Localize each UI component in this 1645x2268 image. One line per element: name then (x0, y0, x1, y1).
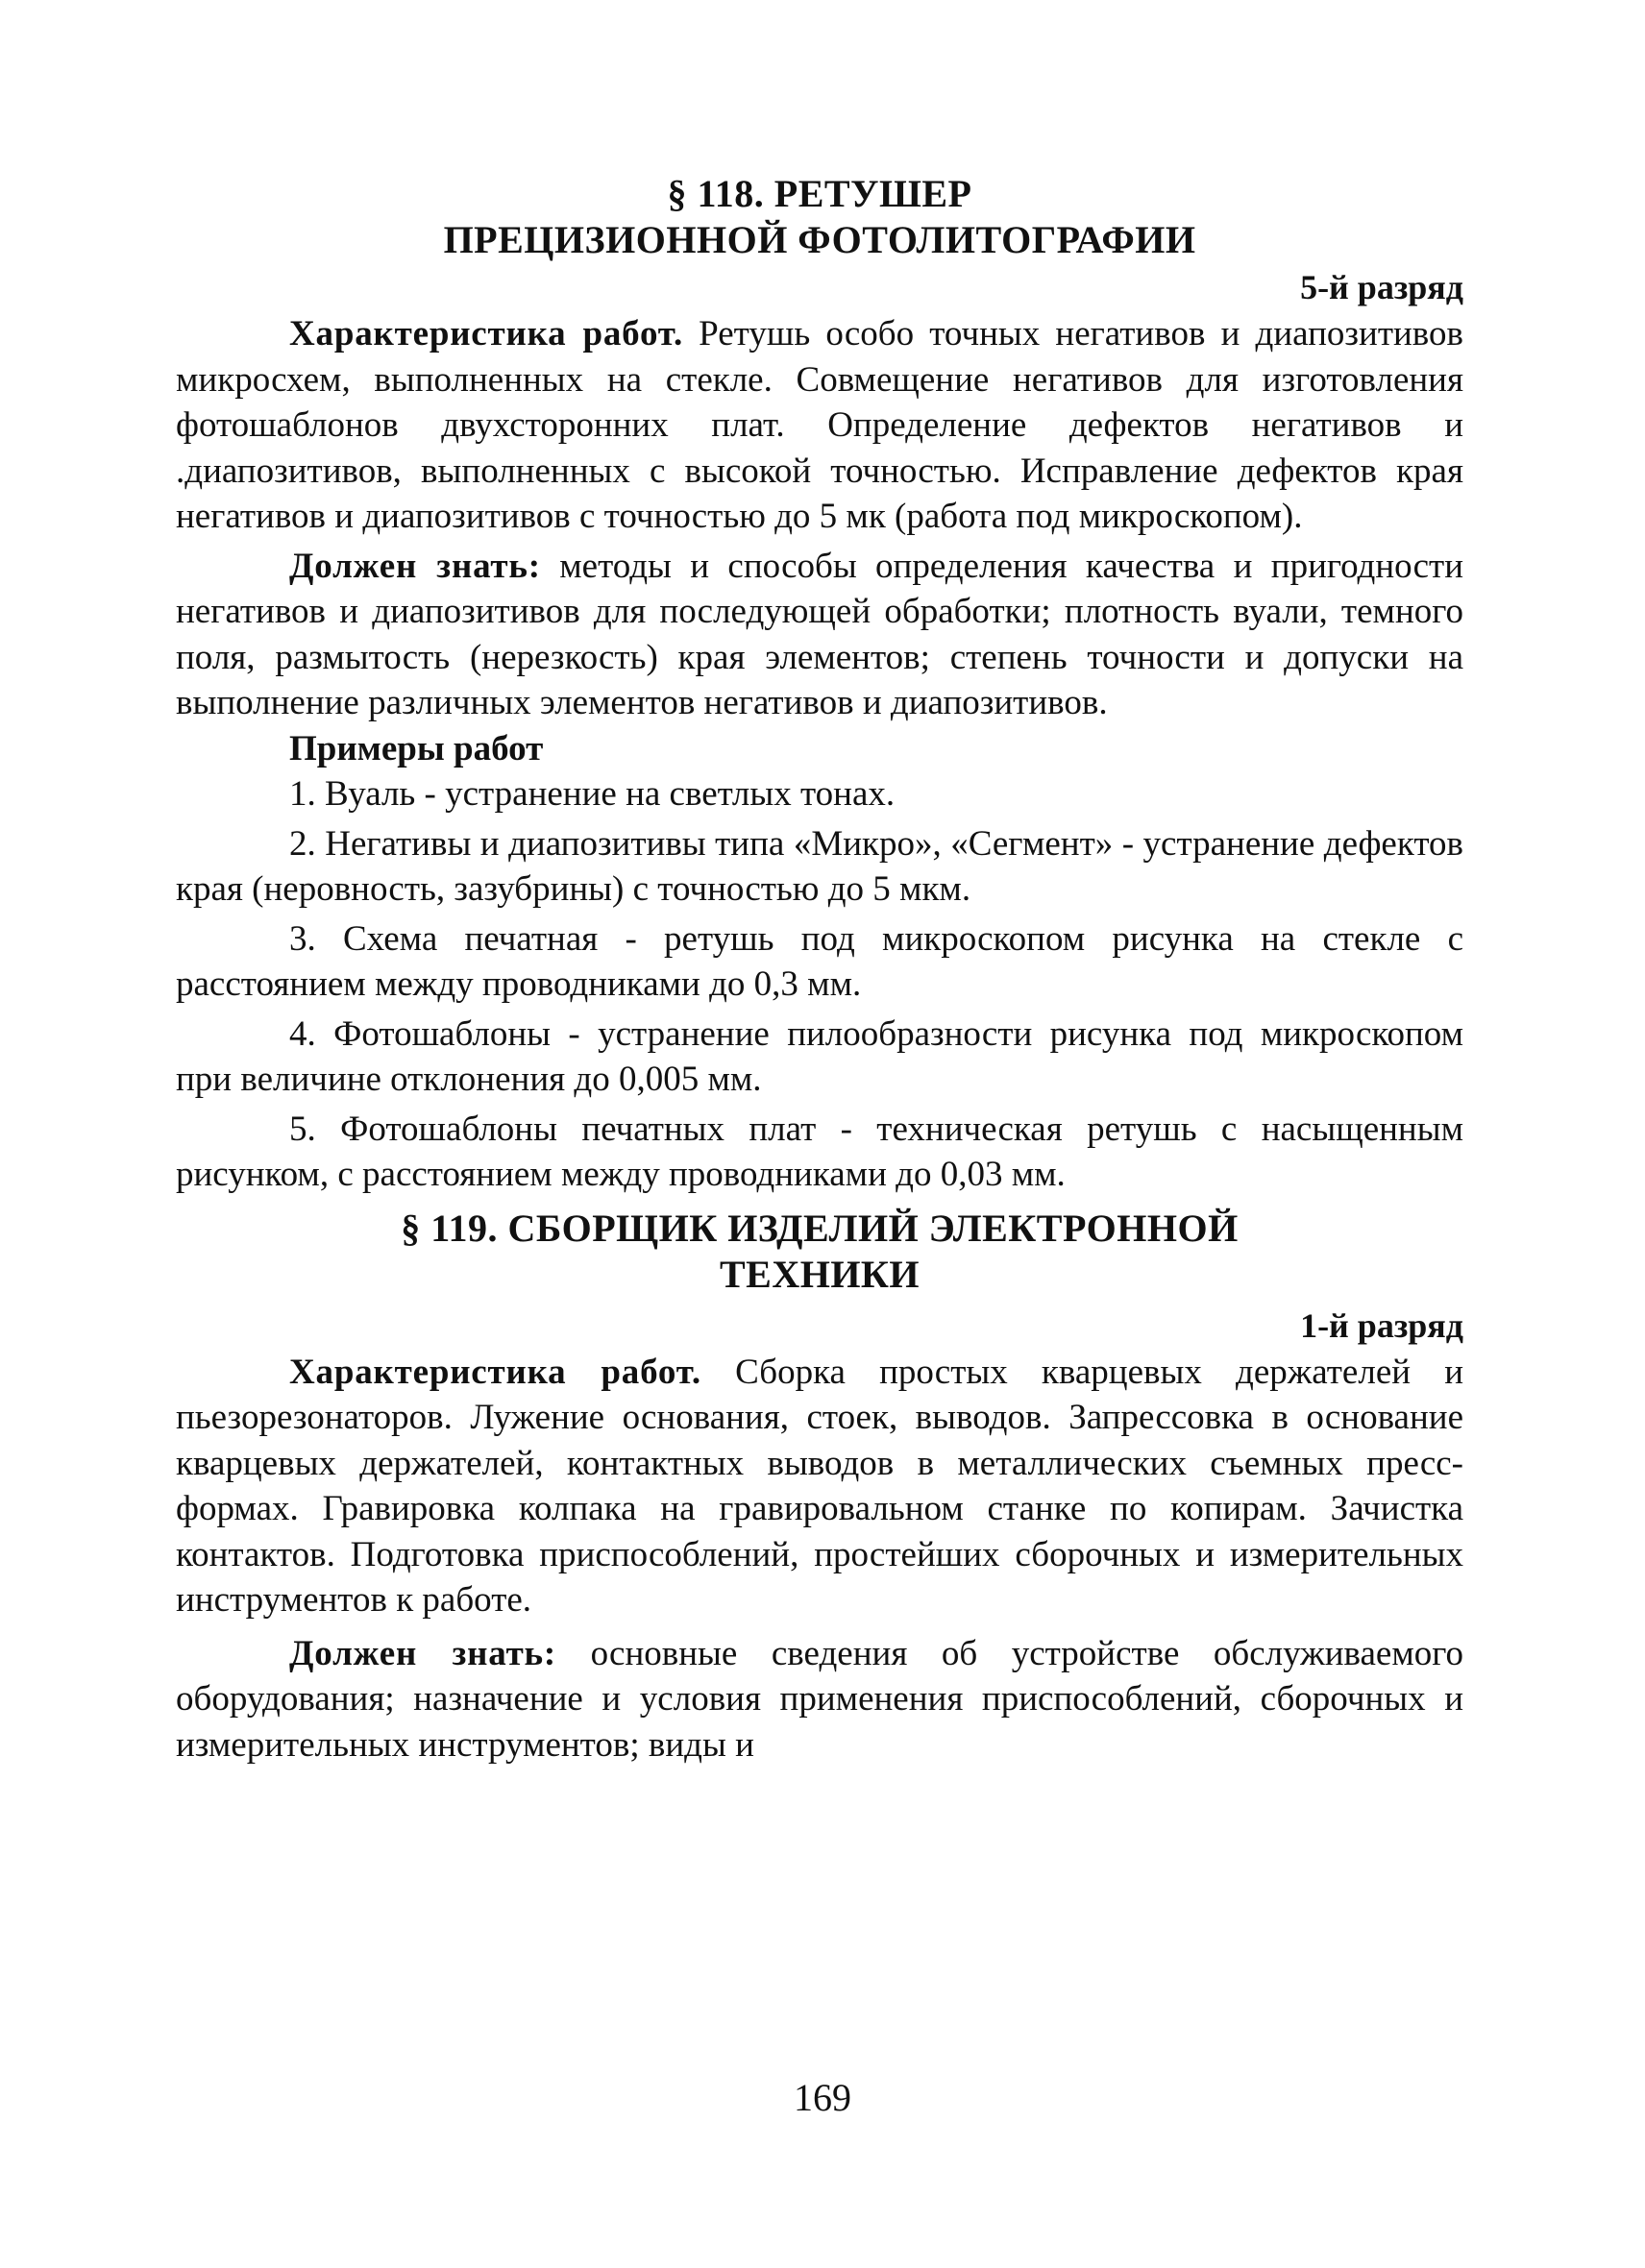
section-title-line1: § 119. СБОРЩИК ИЗДЕЛИЙ ЭЛЕКТРОННОЙ (401, 1206, 1239, 1250)
example-item: 4. Фотошаблоны - устранение пилообразности рисунка под микроскопом при величине отклонения до 0,005 мм. (176, 1013, 1463, 1099)
examples-heading: Примеры работ (289, 728, 544, 768)
section-title-line2: ПРЕЦИЗИОННОЙ ФОТОЛИТОГРАФИИ (443, 218, 1196, 261)
characteristic-label: Характеристика работ. (289, 1352, 701, 1392)
characteristic-text: Ретушь особо точных негативов и диапозитивов микросхем, выполненных на стекле. Совмещение негативов для изготовления фотошаблонов двухсторонних плат. Определение дефектов негативов и .диапозитивов, выполненных с высокой точностью. Исправление дефектов края негативов и диапозитивов с точностью до 5 мк (работа под микроскопом). (176, 314, 1463, 536)
rank-label: 1-й разряд (1300, 1305, 1463, 1345)
rank-label: 5-й разряд (1300, 268, 1463, 306)
section-title-line2: ТЕХНИКИ (719, 1252, 921, 1296)
characteristic-paragraph (176, 311, 1463, 540)
characteristic-text: Сборка простых кварцевых держателей и пьезорезонаторов. Лужение основания, стоек, выводов. Запрессовка в основание кварцевых держателей, контактных выводов в металлических съемных пресс-формах. Гравировка колпака на гравировальном станке по копирам. Зачистка контактов. Подготовка приспособлений, простейших сборочных и измерительных инструментов к работе. (176, 1352, 1463, 1620)
knowledge-label: Должен знать: (289, 1633, 557, 1673)
page-number: 169 (794, 2076, 851, 2119)
example-item: 3. Схема печатная - ретушь под микроскопом рисунка на стекле с расстоянием между проводниками до 0,3 мм. (176, 918, 1463, 1004)
section-119 (176, 1206, 1463, 1768)
knowledge-label: Должен знать: (289, 546, 541, 586)
section-title-line1: § 118. РЕТУШЕР (667, 172, 972, 215)
knowledge-text: основные сведения об устройстве обслуживаемого оборудования; назначение и условия применения приспособлений, сборочных и измерительных инструментов; виды и (176, 1633, 1464, 1765)
knowledge-paragraph (176, 1631, 1463, 1768)
knowledge-paragraph (176, 544, 1463, 726)
document-page (176, 171, 1463, 1768)
example-item: 5. Фотошаблоны печатных плат - техническая ретушь с насыщенным рисунком, с расстоянием между проводниками до 0,03 мм. (176, 1109, 1463, 1194)
knowledge-text: методы и способы определения качества и пригодности негативов и диапозитивов для последующей обработки; плотность вуали, темного поля, размытость (нерезкость) края элементов; степень точности и допуски на выполнение различных элементов негативов и диапозитивов. (176, 546, 1464, 722)
example-item: 1. Вуаль - устранение на светлых тонах. (289, 774, 896, 814)
characteristic-paragraph (176, 1350, 1463, 1623)
section-118 (176, 171, 1463, 1198)
characteristic-label: Характеристика работ. (289, 314, 683, 354)
example-item: 2. Негативы и диапозитивы типа «Микро», «Сегмент» - устранение дефектов края (неровность, зазубрины) с точностью до 5 мкм. (176, 823, 1463, 909)
